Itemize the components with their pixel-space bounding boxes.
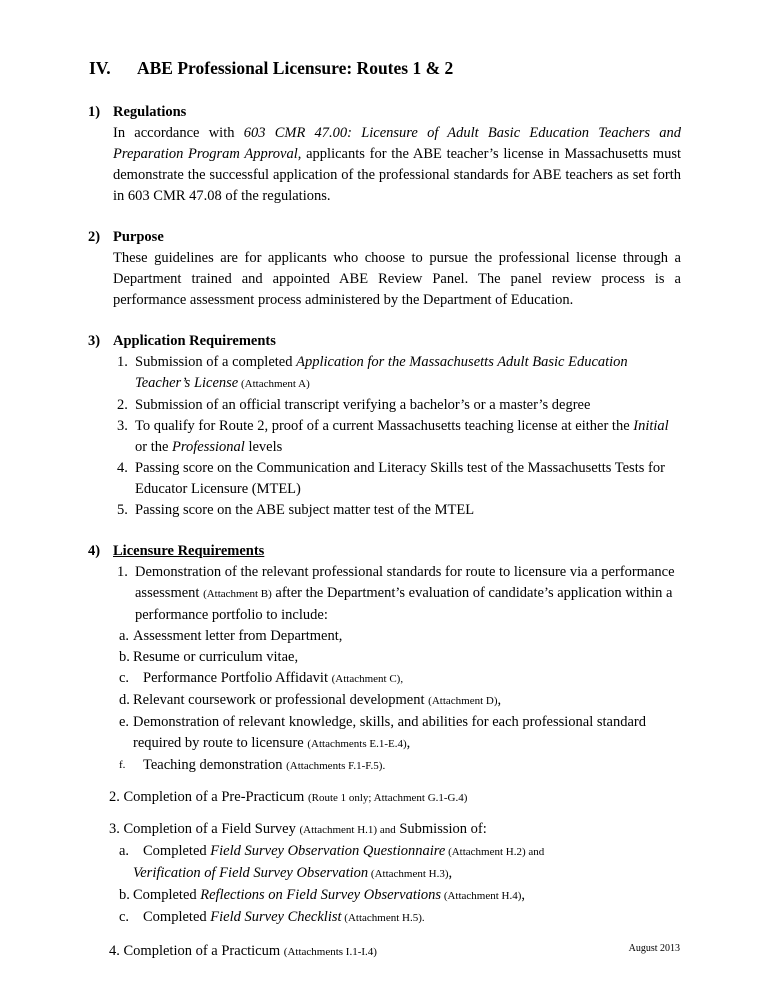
list-item <box>65 416 681 458</box>
document-page <box>89 56 681 963</box>
section-title: Purpose <box>113 229 164 245</box>
section-number: 4) <box>88 543 101 559</box>
form-title: Verification of Field Survey Observation <box>133 865 369 881</box>
item-marker: 4. <box>117 460 128 476</box>
purpose-text: These guidelines are for applicants who choose to pursue the professional license through a Department trained and appointed ABE Review Panel. The panel review process is a performance assessment process administered by the Department of Education. <box>113 250 681 308</box>
attachment-ref: (Attachment B) <box>203 588 272 600</box>
text-run: Submission of a completed <box>135 354 297 370</box>
application-requirements-list <box>65 352 681 521</box>
section-title: Licensure Requirements <box>113 543 265 559</box>
list-item <box>65 941 681 963</box>
text-run: Passing score on the Communication and Literacy Skills test of the Massachusetts Tests for Educator Licensure (MTEL) <box>135 460 665 497</box>
form-title: Reflections on Field Survey Observations <box>200 887 442 903</box>
text-run: Completed <box>133 887 201 903</box>
text-run: Demonstration of relevant knowledge, skills, and abilities for each professional standard required by route to licensure <box>133 714 646 751</box>
text-run: Relevant coursework or professional development <box>133 692 429 708</box>
attachment-ref: (Attachment D) <box>428 695 498 707</box>
form-title: Field Survey Checklist <box>210 909 342 925</box>
regulations-text <box>113 123 681 207</box>
item-marker: c. <box>119 909 130 925</box>
item-marker: b. <box>119 649 130 665</box>
attachment-ref: (Attachment C), <box>331 673 404 685</box>
section-number: 3) <box>88 333 101 349</box>
regulation-title: 603 CMR 47.00: Licensure of Adult Basic Education Teachers and Preparation Program Approval <box>113 125 681 162</box>
list-item <box>65 562 681 777</box>
item-marker: c. <box>119 670 130 686</box>
section-purpose <box>89 227 681 311</box>
text-run: , <box>521 887 526 903</box>
item-marker: f. <box>119 759 126 771</box>
text-run: , <box>497 692 502 708</box>
item-marker: 5. <box>117 502 128 518</box>
attachment-ref: (Attachments F.1-F.5). <box>286 760 386 772</box>
licensure-requirements <box>65 562 681 963</box>
section-regulations <box>89 102 681 207</box>
page-footer-date: August 2013 <box>628 943 680 954</box>
attachment-ref: (Route 1 only; Attachment G.1-G.4) <box>307 792 468 804</box>
portfolio-list <box>65 626 681 777</box>
text-run: , <box>448 865 453 881</box>
item-marker: e. <box>119 714 130 730</box>
text-run: Passing score on the ABE subject matter test of the MTEL <box>135 502 475 518</box>
item-marker: 2. <box>117 397 128 413</box>
text-run: Submission of: <box>395 821 487 837</box>
attachment-ref: (Attachment A) <box>238 378 310 390</box>
text-run: Performance Portfolio Affidavit <box>143 670 332 686</box>
attachment-ref: (Attachment H.2) and <box>445 846 545 858</box>
text-run: Assessment letter from Department, <box>133 628 343 644</box>
list-item <box>65 787 681 809</box>
item-marker: a. <box>119 628 130 644</box>
list-item <box>65 458 681 500</box>
text-run: Completed <box>143 843 211 859</box>
form-title: Application for the Massachusetts Adult Basic Education Teacher’s License <box>135 354 628 391</box>
text-run: Professional <box>172 439 245 455</box>
list-item <box>65 395 681 416</box>
attachment-ref: (Attachment H.3) <box>368 868 449 880</box>
section-title: Regulations <box>113 104 187 120</box>
text-run: Demonstration of the relevant professional standards for route to licensure via a performance assessment <box>135 564 675 601</box>
item-marker: a. <box>119 843 130 859</box>
list-item <box>65 907 681 929</box>
form-title: Field Survey Observation Questionnaire <box>210 843 446 859</box>
section-number: 1) <box>88 104 101 120</box>
list-item <box>65 885 681 907</box>
attachment-ref: (Attachments I.1-I.4) <box>283 946 377 958</box>
list-item <box>65 712 681 755</box>
attachment-ref: (Attachment H.4) <box>441 890 522 902</box>
text-run: Resume or curriculum vitae, <box>133 649 299 665</box>
list-item <box>65 647 681 668</box>
item-marker: 3. <box>117 418 128 434</box>
section-title: Application Requirements <box>113 333 276 349</box>
text-run: , applicants for the ABE teacher’s license in Massachusetts must demonstrate the successful application of the professional standards for ABE teachers as set forth in 603 CMR 47.08 of the regulations. <box>113 146 682 204</box>
item-marker: d. <box>119 692 130 708</box>
section-licensure-requirements <box>89 541 681 562</box>
text-run: Initial <box>633 418 669 434</box>
section-application-requirements <box>89 331 681 352</box>
attachment-ref: (Attachment H.1) and <box>299 824 396 836</box>
item-marker: 1. <box>117 564 128 580</box>
text-run: Submission of an official transcript verifying a bachelor’s or a master’s degree <box>135 397 591 413</box>
item-marker: b. <box>119 887 130 903</box>
text-run: , <box>406 735 411 751</box>
text-run: Completed <box>143 909 211 925</box>
text-run: 2. Completion of a Pre-Practicum <box>109 789 308 805</box>
list-item <box>65 668 681 690</box>
text-run: In accordance with <box>113 125 244 141</box>
field-survey-list <box>65 841 681 929</box>
list-item <box>65 500 681 521</box>
text-run: after the Department’s evaluation of candidate’s application within a performance portfolio to include: <box>135 585 673 623</box>
list-item <box>65 819 681 841</box>
section-heading <box>89 56 681 80</box>
heading-number: IV. <box>89 58 111 78</box>
text-run: Teaching demonstration <box>143 757 287 773</box>
text-run: levels <box>244 439 283 455</box>
text-run: or the <box>135 439 173 455</box>
text-run: 3. Completion of a Field Survey <box>109 821 300 837</box>
list-item <box>65 690 681 712</box>
attachment-ref: (Attachments E.1-E.4) <box>307 738 407 750</box>
text-run: To qualify for Route 2, proof of a current Massachusetts teaching license at either the <box>135 418 634 434</box>
heading-title: ABE Professional Licensure: Routes 1 & 2 <box>137 58 454 78</box>
section-number: 2) <box>88 229 101 245</box>
item-marker: 1. <box>117 354 128 370</box>
list-item <box>65 841 681 885</box>
licensure-list <box>65 562 681 777</box>
attachment-ref: (Attachment H.5). <box>341 912 425 924</box>
list-item <box>65 626 681 647</box>
list-item <box>65 755 681 777</box>
text-run: 4. Completion of a Practicum <box>109 943 284 959</box>
list-item <box>65 352 681 395</box>
